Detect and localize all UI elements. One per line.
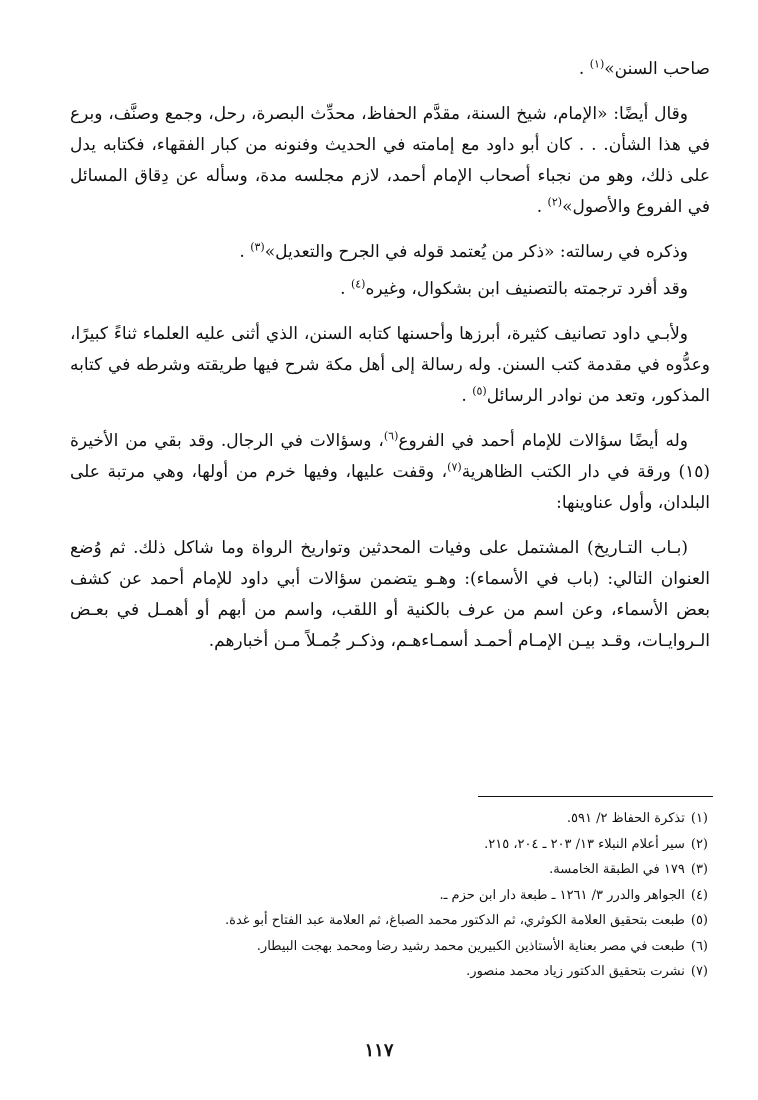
paragraph-4-end: . xyxy=(340,279,351,299)
paragraph-6 xyxy=(70,426,710,519)
footnote-item xyxy=(68,857,708,883)
footnote-text: نشرت بتحقيق الدكتور زياد محمد منصور. xyxy=(466,964,685,979)
paragraph-2 xyxy=(70,99,710,223)
paragraph-2-line-4: وسأله عن دِقاق المسائل في الفروع والأصول» xyxy=(70,166,710,217)
footnote-number: (٥) xyxy=(690,913,708,928)
footnote-number: (١) xyxy=(690,811,708,826)
footnote-item xyxy=(68,883,708,909)
footnote-ref-1: (١) xyxy=(589,57,605,71)
paragraph-6-line-1a: وله أيضًا سؤالات للإمام أحمد في الفروع xyxy=(398,431,688,451)
footnote-item xyxy=(68,908,708,934)
paragraph-6-line-1b: ، وسؤالات في الرجال. وقد بقي من xyxy=(125,431,384,451)
footnote-item xyxy=(68,934,708,960)
paragraph-1-text: صاحب السنن» xyxy=(604,59,710,79)
paragraph-7-line-5: أخبارهم. xyxy=(208,631,269,651)
footnote-number: (٧) xyxy=(690,964,708,979)
footnote-item xyxy=(68,959,708,985)
paragraph-4 xyxy=(70,274,710,305)
footnote-number: (٢) xyxy=(690,836,708,852)
paragraph-7-line-3: أحمد عن كشف بعض الأسماء، وعن اسم من عرف بالكنية أو اللقب، واسم من أبهم xyxy=(70,569,711,620)
footnote-ref-3: (٣) xyxy=(250,240,265,254)
paragraph-7 xyxy=(70,533,710,657)
footnote-divider xyxy=(478,796,713,797)
paragraph-5-end: . xyxy=(461,386,473,406)
footnote-text: تذكرة الحفاظ ٢/ ٥٩١. xyxy=(566,811,685,826)
footnote-text: طبعت في مصر بعناية الأستاذين الكبيرين محمد رشيد رضا ومحمد بهجت البيطار. xyxy=(256,938,685,954)
paragraph-7-line-1: (بـاب التـاريخ) المشتمل على وفيات المحدثين وتواريخ الرواة وما شاكل ذلك. xyxy=(133,538,688,558)
paragraph-7-line-4: أو أهمـل في بعـض الـروايـات، وقـد بيـن الإمـام أحمـد أسمـاءهـم، وذكـر جُمـلاً مـن xyxy=(70,600,710,651)
page-body xyxy=(70,54,710,671)
footnote-ref-2: (٢) xyxy=(547,195,563,209)
paragraph-2-line-2: وصنَّف، وبرع في هذا الشأن. . . كان أبو داود مع إمامته في الحديث وفنونه من كبار xyxy=(70,104,711,155)
footnote-number: (٦) xyxy=(690,938,708,954)
paragraph-3-end: . xyxy=(239,242,251,262)
footnote-ref-7: (٧) xyxy=(447,460,462,474)
paragraph-1 xyxy=(70,54,710,85)
paragraph-2-line-3: الفقهاء، فكتابه يدل على ذلك، وهو من نجباء أصحاب الإمام أحمد، لازم مجلسه مدة، xyxy=(70,135,710,186)
footnotes xyxy=(68,806,708,985)
footnote-ref-5: (٥) xyxy=(472,384,487,398)
paragraph-2-end: . xyxy=(536,197,548,217)
paragraph-6-line-3: مرتبة على البلدان، وأول عناوينها: xyxy=(70,462,710,513)
paragraph-5-line-1: ولأبـي داود تصانيف كثيرة، أبرزها وأحسنها كتابه السنن، الذي أثنى عليه العلماء xyxy=(142,324,688,344)
page-number: ١١٧ xyxy=(364,1040,394,1061)
paragraph-6-line-2b: ، وقفت عليها، وفيها خرم من أولها، وهي xyxy=(152,462,448,482)
paragraph-1-end: . xyxy=(578,59,590,79)
footnote-text: طبعت بتحقيق العلامة الكوثري، ثم الدكتور محمد الصباغ، ثم العلامة عبد الفتاح أبو غدة. xyxy=(225,913,685,928)
footnote-item xyxy=(68,832,708,858)
footnote-ref-4: (٤) xyxy=(350,277,366,291)
footnote-number: (٤) xyxy=(690,887,708,903)
paragraph-7-line-2: ثم وُضع العنوان التالي: (باب في الأسماء): وهـو يتضمن سؤالات أبي داود للإمام xyxy=(70,538,710,589)
paragraph-2-line-1: وقال أيضًا: «الإمام، شيخ السنة، مقدَّم الحفاظ، محدِّث البصرة، رحل، وجمع xyxy=(164,104,688,124)
paragraph-5 xyxy=(70,319,710,412)
footnote-text: ١٧٩ في الطبقة الخامسة. xyxy=(549,862,685,877)
paragraph-5-line-3: في كتابه المذكور، وتعد من نوادر الرسائل xyxy=(70,355,710,406)
footnote-item xyxy=(68,806,708,832)
paragraph-3-text: وذكره في رسالته: «ذكر من يُعتمد قوله في الجرح والتعديل» xyxy=(264,242,688,262)
footnote-text: سير أعلام النبلاء ١٣/ ٢٠٣ ـ ٢٠٤، ٢١٥. xyxy=(484,836,685,852)
paragraph-4-text: وقد أفرد ترجمته بالتصنيف ابن بشكوال، وغيره xyxy=(365,279,688,299)
paragraph-3 xyxy=(70,237,710,268)
footnote-ref-6: (٦) xyxy=(383,429,399,443)
footnote-text: الجواهر والدرر ٣/ ١٢٦١ ـ طبعة دار ابن حزم ـ. xyxy=(439,887,685,903)
paragraph-6-line-2a: الأخيرة (١٥) ورقة في دار الكتب الظاهرية xyxy=(70,431,710,482)
paragraph-5-line-2: ثناءً كبيرًا، وعدُّوه في مقدمة كتب السنن. وله رسالة إلى أهل مكة شرح فيها طريقته وشرطه xyxy=(70,324,710,375)
footnote-number: (٣) xyxy=(690,862,708,877)
